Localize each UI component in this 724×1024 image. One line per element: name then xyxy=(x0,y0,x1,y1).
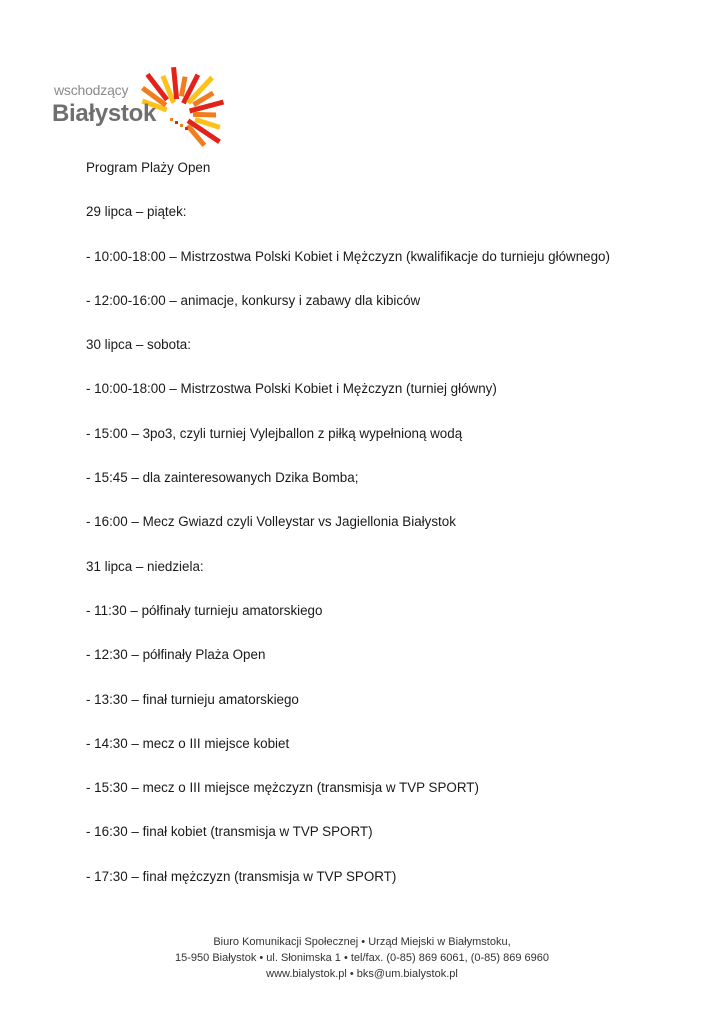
schedule-item: - 12:00-16:00 – animacje, konkursy i zabawy dla kibiców xyxy=(86,292,421,308)
schedule-item: - 14:30 – mecz o III miejsce kobiet xyxy=(86,735,290,751)
schedule-item: - 15:45 – dla zainteresowanych Dzika Bomba; xyxy=(86,470,359,486)
program-title: Program Plaży Open xyxy=(86,160,211,175)
schedule-item: - 17:30 – finał mężczyzn (transmisja w TVP SPORT) xyxy=(86,868,397,884)
schedule-item: - 13:30 – finał turnieju amatorskiego xyxy=(86,691,299,707)
schedule-item: - 11:30 – półfinały turnieju amatorskiego xyxy=(86,602,323,618)
sun-dot xyxy=(185,127,188,130)
schedule-item: - 16:30 – finał kobiet (transmisja w TVP SPORT) xyxy=(86,824,373,840)
city-logo xyxy=(52,52,222,147)
footer-contact: www.bialystok.pl • bks@um.bialystok.pl xyxy=(266,968,458,980)
sun-dot xyxy=(170,118,173,121)
schedule-item: - 16:00 – Mecz Gwiazd czyli Volleystar vs Jagiellonia Białystok xyxy=(86,514,456,530)
schedule-item: - 12:30 – półfinały Plaża Open xyxy=(86,647,266,663)
footer xyxy=(0,934,724,982)
schedule-item: - 15:30 – mecz o III miejsce mężczyzn (transmisja w TVP SPORT) xyxy=(86,780,479,796)
logo-city-name: Białystok xyxy=(52,100,157,127)
sun-ray xyxy=(181,77,185,97)
footer-office: Biuro Komunikacji Społecznej • Urząd Miejski w Białymstoku, xyxy=(213,936,511,948)
footer-address: 15-950 Białystok • ul. Słonimska 1 • tel/fax. (0-85) 869 6061, (0-85) 869 6960 xyxy=(175,952,549,964)
program-content xyxy=(86,158,686,911)
logo-tagline: wschodzący xyxy=(54,82,129,98)
day-heading-friday: 29 lipca – piątek: xyxy=(86,204,187,220)
sun-ray xyxy=(193,114,216,115)
schedule-item: - 10:00-18:00 – Mistrzostwa Polski Kobiet i Mężczyzn (turniej główny) xyxy=(86,381,497,397)
sun-dot xyxy=(175,121,178,124)
sun-dot xyxy=(180,124,183,127)
sun-ray xyxy=(174,67,177,99)
schedule-item: - 10:00-18:00 – Mistrzostwa Polski Kobiet i Mężczyzn (kwalifikacje do turnieju głównego) xyxy=(86,248,610,264)
day-heading-sunday: 31 lipca – niedziela: xyxy=(86,558,204,574)
schedule-item: - 15:00 – 3po3, czyli turniej Vylejballon z piłką wypełnioną wodą xyxy=(86,425,463,441)
day-heading-saturday: 30 lipca – sobota: xyxy=(86,337,191,353)
